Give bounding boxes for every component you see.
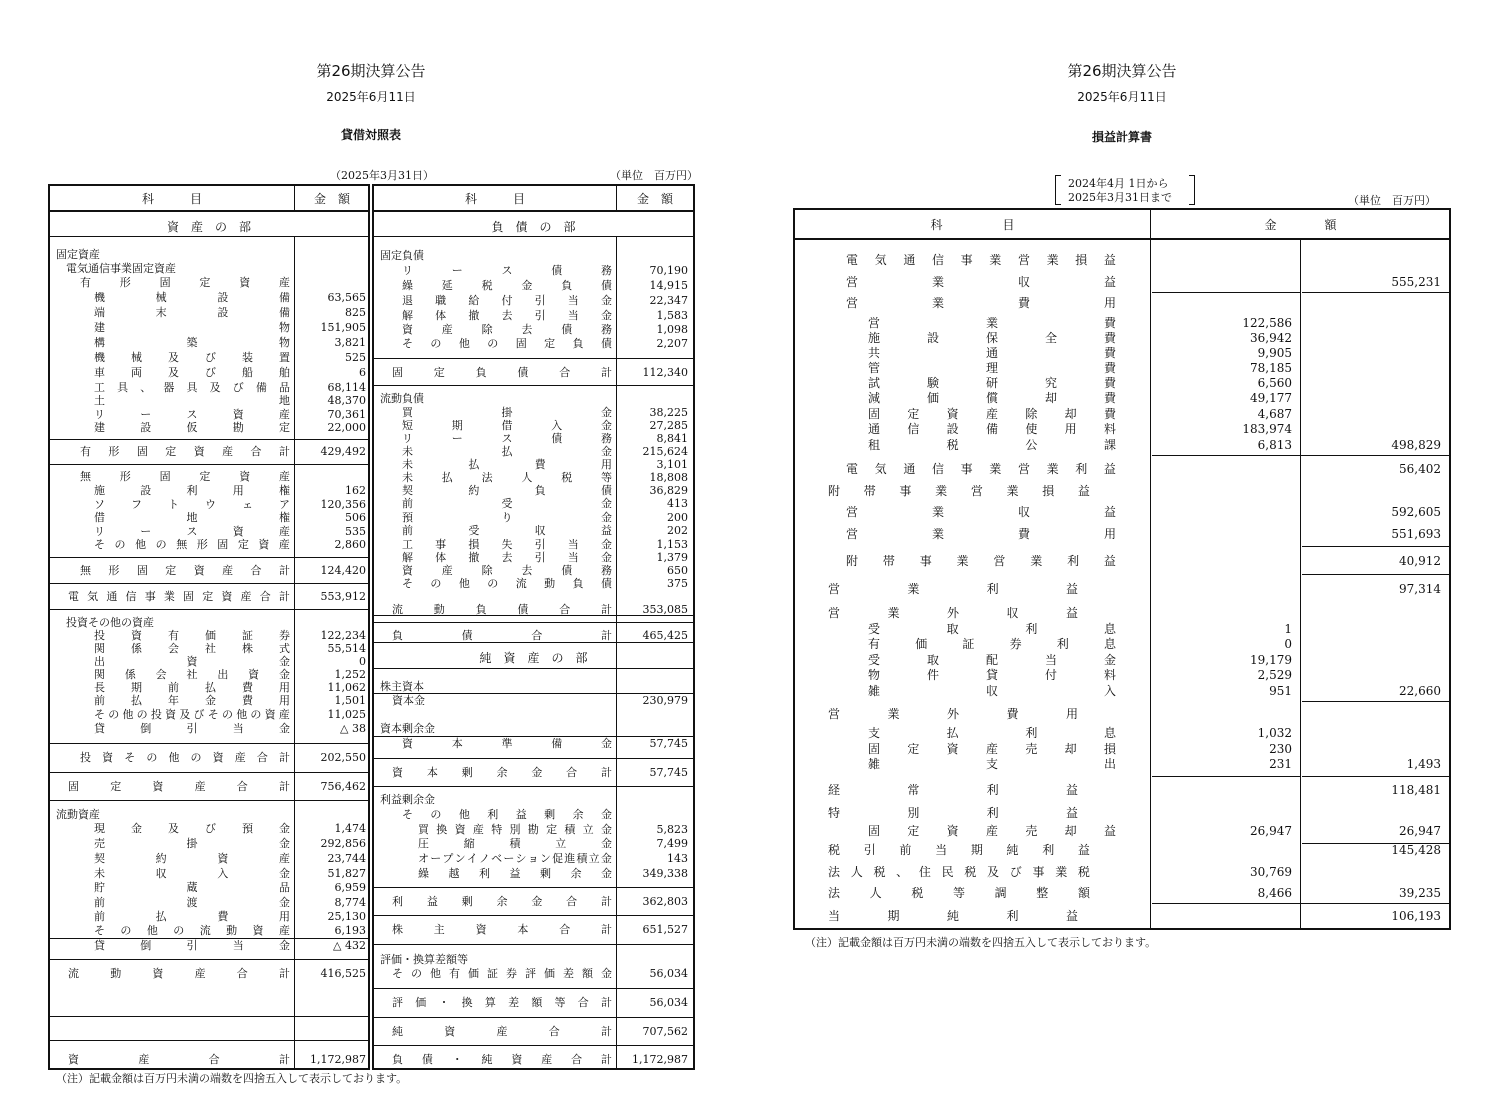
rule-line	[372, 786, 695, 787]
bs-row-label: 前 渡 金	[94, 896, 290, 909]
pl-row-label: 受 取 利 息	[868, 622, 1116, 636]
bs-row-label: 建 物	[94, 321, 290, 334]
bs-row-label: 繰 延 税 金 負 債	[402, 279, 612, 292]
bs-row-label: 工 具 、 器 具 及 び 備 品	[94, 381, 290, 394]
rule-line	[48, 609, 370, 610]
bs-row-amount: 3,821	[334, 336, 366, 349]
bs-row-amount: 1,252	[334, 668, 366, 681]
bs-row-label: リ ー ス 資 産	[94, 408, 290, 421]
pl-col-subject: 科 目	[930, 218, 1015, 232]
bs-row-amount: 56,034	[649, 967, 688, 980]
bs-row-label: そ の 他 利 益 剰 余 金	[402, 808, 612, 821]
bs-row-label: 出 資 金	[94, 655, 290, 668]
bs-row-label: 未 払 法 人 税 等	[402, 471, 612, 484]
bs-row-label: 端 末 設 備	[94, 306, 290, 319]
pl-row-amount-detail: 49,177	[1250, 391, 1292, 405]
pl-row-amount-total: 106,193	[1391, 909, 1441, 923]
bs-row-amount: 18,808	[649, 471, 688, 484]
bs-row-label: 長 期 前 払 費 用	[94, 681, 290, 694]
pl-row-label: 雑 支 出	[868, 757, 1116, 771]
bs-row-label: リ ー ス 資 産	[94, 525, 290, 538]
pl-row-amount-total: 555,231	[1391, 275, 1441, 289]
bs-row-label: 売 掛 金	[94, 837, 290, 850]
pl-row-label: 施 設 保 全 費	[868, 331, 1116, 345]
bs-row-label: 構 築 物	[94, 336, 290, 349]
pl-row-label: 支 払 利 息	[868, 726, 1116, 740]
bs-row-label: 固 定 負 債 合 計	[392, 366, 612, 379]
bs-row-label: リ ー ス 債 務	[402, 264, 612, 277]
pl-row-amount-detail: 0	[1284, 637, 1292, 651]
bs-row-label: 車 両 及 び 船 舶	[94, 366, 290, 379]
bs-row-amount: 6,959	[334, 881, 366, 894]
rule-line	[372, 887, 695, 888]
bs-unit: （単位 百万円）	[610, 169, 698, 182]
bs-row-label: 現 金 及 び 預 金	[94, 822, 290, 835]
bs-row-amount: 1,098	[656, 323, 688, 336]
pl-row-label: 管 理 費	[868, 361, 1116, 375]
pl-row-amount-detail: 9,905	[1257, 346, 1292, 360]
rule-line	[48, 800, 370, 801]
bs-netassets-header: 純 資 産 の 部	[479, 651, 588, 665]
rule-line	[1302, 546, 1450, 547]
bs-row-label: 無 形 固 定 資 産 合 計	[80, 564, 290, 577]
bs-as-of: （2025年3月31日）	[330, 169, 434, 182]
pl-row-label: 営 業 外 収 益	[828, 606, 1078, 620]
bs-row-amount: 202,550	[320, 751, 366, 764]
pl-row-label: 法 人 税 等 調 整 額	[828, 886, 1090, 900]
bs-row-label: 前 受 収 益	[402, 524, 612, 537]
bs-row-label: 投 資 そ の 他 の 資 産 合 計	[80, 751, 290, 764]
pl-row-amount-total: 498,829	[1391, 438, 1441, 452]
pl-row-amount-total: 551,693	[1391, 527, 1441, 541]
pl-row-amount-total: 56,402	[1399, 462, 1441, 476]
pl-row-amount-detail: 6,813	[1257, 438, 1292, 452]
bs-row-label: 有 形 固 定 資 産	[80, 276, 290, 289]
rule-line	[372, 358, 695, 359]
rule-line	[1152, 776, 1300, 777]
bs-row-label: オ ー プ ン イ ノ ベ ー シ ョ ン 促 進 積 立 金	[418, 852, 612, 865]
bs-row-label: 株主資本	[380, 680, 424, 693]
pl-note: （注）記載金額は百万円未満の端数を四捨五入して表示しております。	[805, 936, 1157, 949]
bs-row-amount: 1,501	[334, 694, 366, 707]
bs-row-label: 機 械 設 備	[94, 291, 290, 304]
bs-row-label: 関 係 会 社 株 式	[94, 642, 290, 655]
pl-row-label: 雑 収 入	[868, 684, 1116, 698]
bs-row-label: 短 期 借 入 金	[402, 419, 612, 432]
bs-row-amount: 1,172,987	[310, 1053, 366, 1066]
bs-row-amount: △ 432	[333, 939, 366, 952]
bs-row-label: 純 資 産 合 計	[392, 1025, 612, 1038]
rule-line	[1302, 776, 1450, 777]
bs-row-amount: 51,827	[327, 867, 366, 880]
pl-row-amount-detail: 1,032	[1257, 726, 1292, 740]
bs-row-amount: 38,225	[649, 406, 688, 419]
bs-row-label: 流 動 負 債 合 計	[392, 603, 612, 616]
bs-row-amount: 151,905	[320, 321, 366, 334]
bs-row-amount: 362,803	[642, 895, 688, 908]
pl-row-label: 営 業 収 益	[846, 275, 1116, 289]
bs-row-amount: 1,379	[656, 551, 688, 564]
rule-line	[1302, 574, 1450, 575]
bs-row-amount: 465,425	[642, 629, 688, 642]
bs-date: 2025年6月11日	[326, 90, 416, 104]
bs-row-amount: 535	[345, 525, 366, 538]
bs-row-amount: 23,744	[327, 852, 366, 865]
bs-row-amount: 429,492	[320, 445, 366, 458]
bs-row-amount: △ 38	[340, 722, 366, 735]
pl-row-amount-detail: 122,586	[1242, 316, 1292, 330]
rule-line	[48, 1016, 370, 1017]
bs-row-amount: 22,000	[327, 421, 366, 434]
bs-row-label: 電 気 通 信 事 業 固 定 資 産 合 計	[68, 590, 290, 603]
pl-row-amount-detail: 183,974	[1242, 422, 1292, 436]
pl-row-amount-detail: 231	[1269, 757, 1292, 771]
bs-row-label: リ ー ス 債 務	[402, 432, 612, 445]
bs-row-amount: 25,130	[327, 910, 366, 923]
bs-row-label: 評価・換算差額等	[380, 953, 468, 966]
rule-line	[372, 944, 695, 945]
pl-row-amount-detail: 951	[1269, 684, 1292, 698]
pl-row-amount-detail: 8,466	[1257, 886, 1292, 900]
rule-line	[372, 758, 695, 759]
bs-row-amount: 506	[345, 511, 366, 524]
bs-row-amount: 11,062	[327, 681, 366, 694]
rule-line	[372, 385, 695, 386]
pl-period-bracket-left	[1055, 175, 1061, 205]
rule-line	[48, 236, 370, 237]
rule-line	[48, 464, 370, 465]
rule-line	[1152, 903, 1450, 904]
bs-row-label: 資本金	[392, 694, 425, 707]
bs-row-label: 資本剰余金	[380, 722, 435, 735]
bs-row-label: 施 設 利 用 権	[94, 484, 290, 497]
pl-row-amount-detail: 78,185	[1250, 361, 1292, 375]
pl-row-label: 固 定 資 産 除 却 費	[868, 407, 1116, 421]
bs-right-col-amount: 金 額	[636, 192, 673, 206]
rule-line	[372, 668, 695, 669]
bs-row-amount: 56,034	[649, 996, 688, 1009]
bs-row-amount: 2,860	[334, 538, 366, 551]
rule-line	[1150, 208, 1151, 930]
pl-subtitle: 損益計算書	[1091, 130, 1152, 144]
bs-row-amount: 651,527	[642, 923, 688, 936]
pl-row-amount-total: 145,428	[1391, 843, 1441, 857]
bs-row-label: 繰 越 利 益 剰 余 金	[418, 867, 612, 880]
bs-row-label: 貸 倒 引 当 金	[94, 939, 290, 952]
pl-row-label: 租 税 公 課	[868, 438, 1116, 452]
bs-row-amount: 416,525	[320, 967, 366, 980]
pl-row-label: 営 業 費 用	[846, 527, 1116, 541]
pl-period-bracket-right	[1189, 175, 1195, 205]
bs-row-label: 預 り 金	[402, 511, 612, 524]
bs-row-label: 土 地	[94, 394, 290, 407]
bs-row-amount: 0	[359, 655, 366, 668]
bs-row-amount: 3,101	[656, 458, 688, 471]
bs-row-amount: 1,153	[656, 538, 688, 551]
rule-line	[48, 772, 370, 773]
bs-row-amount: 8,841	[656, 432, 688, 445]
bs-row-label: 未 払 金	[402, 445, 612, 458]
pl-row-label: 受 取 配 当 金	[868, 653, 1116, 667]
bs-row-label: 契 約 負 債	[402, 484, 612, 497]
bs-row-amount: 2,207	[656, 337, 688, 350]
pl-row-amount-total: 22,660	[1399, 684, 1441, 698]
pl-row-label: 有 価 証 券 利 息	[868, 637, 1116, 651]
rule-line	[616, 184, 617, 210]
rule-line	[1300, 238, 1301, 930]
bs-row-label: そ の 他 の 固 定 負 債	[402, 337, 612, 350]
bs-row-label: 契 約 資 産	[94, 852, 290, 865]
pl-row-label: 通 信 設 備 使 用 料	[868, 422, 1116, 436]
bs-row-amount: 63,565	[327, 291, 366, 304]
bs-assets-header: 資 産 の 部	[166, 220, 251, 234]
pl-row-amount-detail: 36,942	[1250, 331, 1292, 345]
bs-row-amount: 120,356	[320, 498, 366, 511]
bs-row-label: 株 主 資 本 合 計	[392, 923, 612, 936]
bs-row-label: 前 払 年 金 費 用	[94, 694, 290, 707]
bs-liab-header: 負 債 の 部	[491, 220, 576, 234]
rule-line	[48, 743, 370, 744]
bs-row-label: そ の 他 の 流 動 資 産	[94, 924, 290, 937]
bs-row-label: 資 本 準 備 金	[402, 737, 612, 750]
bs-row-amount: 292,856	[320, 837, 366, 850]
bs-row-amount: 7,499	[656, 837, 688, 850]
bs-row-label: 関 係 会 社 出 資 金	[94, 668, 290, 681]
pl-row-label: 営 業 外 費 用	[828, 707, 1078, 721]
bs-row-amount: 525	[345, 351, 366, 364]
rule-line	[48, 1040, 370, 1041]
bs-row-amount: 55,514	[327, 642, 366, 655]
bs-note: （注）記載金額は百万円未満の端数を四捨五入して表示しております。	[56, 1072, 408, 1085]
pl-row-amount-total: 39,235	[1399, 886, 1441, 900]
bs-row-label: ソ フ ト ウ ェ ア	[94, 498, 290, 511]
pl-row-label: 経 常 利 益	[828, 783, 1078, 797]
bs-subtitle: 貸借対照表	[340, 128, 401, 142]
bs-row-amount: 143	[667, 852, 688, 865]
bs-row-amount: 36,829	[649, 484, 688, 497]
bs-row-label: 買 掛 金	[402, 406, 612, 419]
pl-row-amount-total: 26,947	[1399, 824, 1441, 838]
bs-row-label: 資 産 除 去 債 務	[402, 564, 612, 577]
bs-row-label: 投 資 有 価 証 券	[94, 629, 290, 642]
bs-row-label: 未 収 入 金	[94, 867, 290, 880]
pl-date: 2025年6月11日	[1077, 90, 1167, 104]
bs-row-amount: 202	[667, 524, 688, 537]
pl-row-amount-detail: 6,560	[1257, 376, 1292, 390]
bs-row-amount: 8,774	[334, 896, 366, 909]
pl-row-label: 特 別 利 益	[828, 806, 1078, 820]
bs-row-label: 買 換 資 産 特 別 勘 定 積 立 金	[418, 823, 612, 836]
bs-row-label: 負 債 合 計	[392, 629, 612, 642]
bs-row-amount: 230,979	[642, 694, 688, 707]
bs-row-amount: 68,114	[327, 381, 366, 394]
bs-row-label: 流動資産	[56, 808, 100, 821]
pl-row-amount-detail: 30,769	[1250, 865, 1292, 879]
pl-row-amount-detail: 26,947	[1250, 824, 1292, 838]
bs-row-label: 圧 縮 積 立 金	[418, 837, 612, 850]
rule-line	[372, 988, 695, 989]
pl-row-label: 電 気 通 信 事 業 営 業 利 益	[846, 462, 1116, 476]
bs-row-label: 資 産 合 計	[68, 1053, 290, 1066]
bs-row-amount: 57,745	[649, 766, 688, 779]
rule-line	[1152, 292, 1300, 293]
rule-line	[48, 439, 370, 440]
bs-row-amount: 1,583	[656, 309, 688, 322]
rule-line	[1152, 455, 1450, 456]
bs-row-amount: 112,340	[642, 366, 688, 379]
bs-row-label: 評 価 ・ 換 算 差 額 等 合 計	[392, 996, 612, 1009]
rule-line	[294, 236, 295, 1070]
bs-row-label: そ の 他 の 投 資 及 び そ の 他 の 資 産	[94, 708, 290, 721]
pl-row-amount-total: 97,314	[1399, 582, 1441, 596]
bs-row-label: 投資その他の資産	[66, 616, 154, 629]
bs-row-amount: 1,474	[334, 822, 366, 835]
bs-row-label: 負 債 ・ 純 資 産 合 計	[392, 1053, 612, 1066]
bs-row-label: 未 払 費 用	[402, 458, 612, 471]
pl-col-amount: 金 額	[1264, 218, 1337, 232]
bs-row-label: 流動負債	[380, 392, 424, 405]
pl-row-amount-total: 40,912	[1399, 554, 1441, 568]
bs-row-label: 利 益 剰 余 金 合 計	[392, 895, 612, 908]
bs-row-label: 電気通信事業固定資産	[66, 262, 176, 275]
bs-row-amount: 70,190	[649, 264, 688, 277]
rule-line	[48, 959, 370, 960]
bs-row-amount: 200	[667, 511, 688, 524]
bs-left-col-amount: 金 額	[313, 192, 350, 206]
pl-row-label: 営 業 収 益	[846, 505, 1116, 519]
bs-row-label: 固定資産	[56, 248, 100, 261]
pl-row-label: 附 帯 事 業 営 業 利 益	[846, 554, 1116, 568]
pl-row-amount-detail: 2,529	[1257, 668, 1292, 682]
rule-line	[372, 915, 695, 916]
bs-row-label: 固 定 資 産 合 計	[68, 780, 290, 793]
pl-row-label: 電 気 通 信 事 業 営 業 損 益	[846, 253, 1116, 267]
bs-row-label: 解 体 撤 去 引 当 金	[402, 309, 612, 322]
pl-period-to: 2025年3月31日まで	[1068, 191, 1172, 204]
bs-row-label: 借 地 権	[94, 511, 290, 524]
rule-line	[48, 210, 370, 212]
pl-row-label: 固 定 資 産 売 却 益	[868, 824, 1116, 838]
bs-row-label: 前 受 金	[402, 497, 612, 510]
bs-row-amount: 650	[667, 564, 688, 577]
bs-row-amount: 6	[359, 366, 366, 379]
bs-row-amount: 375	[667, 577, 688, 590]
pl-row-amount-total: 118,481	[1391, 783, 1441, 797]
pl-row-label: 共 通 費	[868, 346, 1116, 360]
bs-row-amount: 215,624	[642, 445, 688, 458]
bs-row-amount: 707,562	[642, 1025, 688, 1038]
bs-row-label: 退 職 給 付 引 当 金	[402, 294, 612, 307]
rule-line	[294, 184, 295, 210]
bs-row-label: 工 事 損 失 引 当 金	[402, 538, 612, 551]
pl-row-label: 試 験 研 究 費	[868, 376, 1116, 390]
bs-row-label: 資 本 剰 余 金 合 計	[392, 766, 612, 779]
bs-row-amount: 22,347	[649, 294, 688, 307]
pl-row-label: 減 価 償 却 費	[868, 391, 1116, 405]
bs-row-label: そ の 他 の 無 形 固 定 資 産	[94, 538, 290, 551]
rule-line	[372, 236, 695, 237]
bs-row-amount: 57,745	[649, 737, 688, 750]
bs-row-amount: 553,912	[320, 590, 366, 603]
bs-row-amount: 11,025	[327, 708, 366, 721]
bs-row-label: 貸 倒 引 当 金	[94, 722, 290, 735]
pl-row-label: 物 件 貸 付 料	[868, 668, 1116, 682]
pl-row-amount-detail: 1	[1284, 622, 1292, 636]
bs-row-label: 機 械 及 び 装 置	[94, 351, 290, 364]
bs-row-amount: 122,234	[320, 629, 366, 642]
bs-row-amount: 1,172,987	[632, 1053, 688, 1066]
bs-row-amount: 14,915	[649, 279, 688, 292]
pl-row-amount-detail: 4,687	[1257, 407, 1292, 421]
pl-row-label: 法 人 税 、 住 民 税 及 び 事 業 税	[828, 865, 1090, 879]
bs-row-label: 建 設 仮 勘 定	[94, 421, 290, 434]
pl-row-amount-detail: 19,179	[1250, 653, 1292, 667]
pl-period-from: 2024年4月 1日から	[1068, 177, 1169, 190]
bs-row-amount: 5,823	[656, 823, 688, 836]
rule-line	[372, 622, 695, 623]
pl-row-label: 税 引 前 当 期 純 利 益	[828, 843, 1090, 857]
pl-unit: （単位 百万円）	[1348, 194, 1436, 207]
pl-title: 第26期決算公告	[1067, 62, 1177, 80]
pl-row-label: 固 定 資 産 売 却 損	[868, 742, 1116, 756]
bs-row-amount: 825	[345, 306, 366, 319]
bs-row-label: 貯 蔵 品	[94, 881, 290, 894]
bs-row-label: 解 体 撤 去 引 当 金	[402, 551, 612, 564]
bs-right-col-subject: 科 目	[464, 192, 525, 206]
bs-row-amount: 349,338	[642, 867, 688, 880]
bs-row-amount: 6,193	[334, 924, 366, 937]
pl-row-amount-total: 1,493	[1406, 757, 1441, 771]
bs-row-amount: 413	[667, 497, 688, 510]
bs-row-label: 流 動 資 産 合 計	[68, 967, 290, 980]
pl-row-amount-detail: 230	[1269, 742, 1292, 756]
bs-row-label: そ の 他 の 流 動 負 債	[402, 577, 612, 590]
rule-line	[372, 1017, 695, 1018]
pl-row-amount-total: 592,605	[1391, 505, 1441, 519]
pl-row-label: 営 業 利 益	[828, 582, 1078, 596]
bs-row-label: 利益剰余金	[380, 793, 435, 806]
rule-line	[372, 1045, 695, 1046]
rule-line	[372, 210, 695, 212]
bs-row-amount: 48,370	[327, 394, 366, 407]
rule-line	[48, 557, 370, 558]
bs-row-label: 無 形 固 定 資 産	[80, 470, 290, 483]
bs-row-label: 前 払 費 用	[94, 910, 290, 923]
pl-row-label: 当 期 純 利 益	[828, 909, 1078, 923]
bs-row-label: そ の 他 有 価 証 券 評 価 差 額 金	[392, 967, 612, 980]
pl-row-label: 営 業 費 用	[846, 296, 1116, 310]
bs-row-amount: 124,420	[320, 564, 366, 577]
bs-row-amount: 27,285	[649, 419, 688, 432]
bs-row-label: 有 形 固 定 資 産 合 計	[80, 445, 290, 458]
bs-row-amount: 353,085	[642, 603, 688, 616]
bs-row-amount: 162	[345, 484, 366, 497]
bs-title: 第26期決算公告	[316, 62, 426, 80]
bs-left-col-subject: 科 目	[141, 192, 202, 206]
pl-row-label: 附 帯 事 業 営 業 損 益	[828, 484, 1090, 498]
rule-line	[793, 238, 1451, 240]
rule-line	[48, 583, 370, 584]
bs-row-amount: 756,462	[320, 780, 366, 793]
rule-line	[1302, 701, 1450, 702]
pl-row-label: 営 業 費	[868, 316, 1116, 330]
bs-row-label: 固定負債	[380, 249, 424, 262]
bs-row-amount: 70,361	[327, 408, 366, 421]
rule-line	[1302, 292, 1450, 293]
bs-row-label: 資 産 除 去 債 務	[402, 323, 612, 336]
